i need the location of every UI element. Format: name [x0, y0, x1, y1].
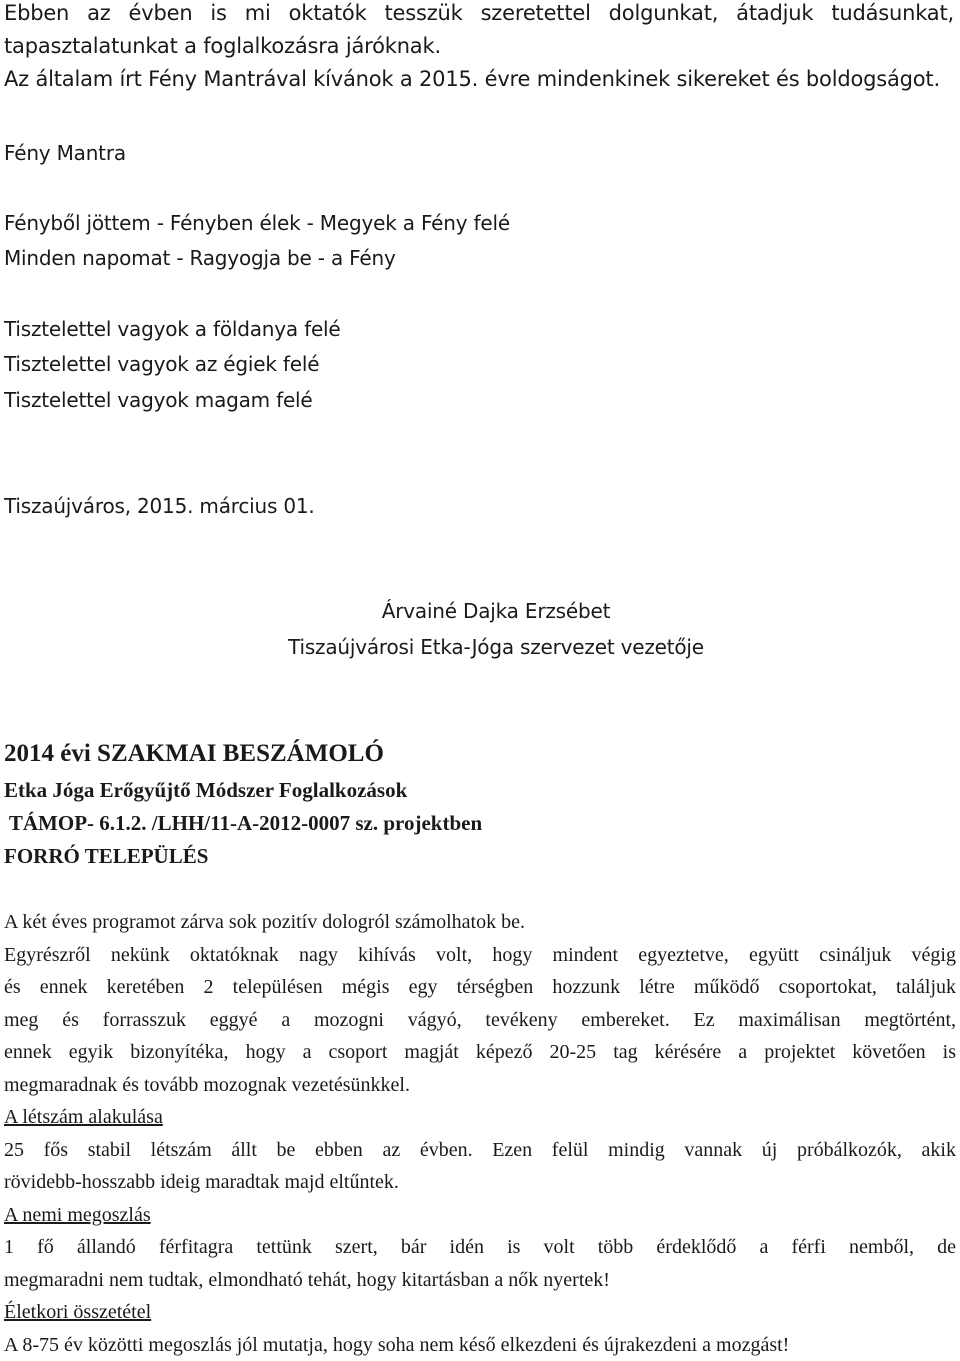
report-project-code: TÁMOP- 6.1.2. /LHH/11-A-2012-0007 sz. projektben: [4, 811, 482, 835]
signature-name: Árvainé Dajka Erzsébet: [0, 599, 960, 623]
body-line: 1 fő állandó férfitagra tettünk szert, bár idén is volt több érdeklődő a férfi nemből, de: [4, 1231, 956, 1264]
section-heading-gender: A nemi megoszlás: [4, 1199, 956, 1232]
body-line: rövidebb-hosszabb ideig maradtak majd eltűntek.: [4, 1166, 956, 1199]
place-date: Tiszaújváros, 2015. március 01.: [4, 494, 315, 518]
body-line: és ennek keretében 2 településen mégis egy térségben hozzunk létre működő csoportokat, találjuk: [4, 971, 956, 1004]
body-line: Egyrészről nekünk oktatóknak nagy kihívás volt, hogy mindent egyeztetve, együtt csináljuk végig: [4, 939, 956, 972]
section-heading-age: Életkori összetétel: [4, 1296, 956, 1329]
section-heading-headcount: A létszám alakulása: [4, 1101, 956, 1134]
summary-line: A két éves programot zárva sok pozitív dologról számolhatok be.: [4, 906, 956, 939]
intro-line-2: tapasztalatunkat a foglalkozásra járóknak.: [4, 30, 954, 63]
signature-role: Tiszaújvárosi Etka-Jóga szervezet vezetője: [0, 635, 960, 659]
report-title: 2014 évi SZAKMAI BESZÁMOLÓ: [4, 740, 384, 768]
poem-line: Tisztelettel vagyok a földanya felé: [4, 317, 341, 341]
body-line: 25 fős stabil létszám állt be ebben az évben. Ezen felül mindig vannak új próbálkozók, akik: [4, 1134, 956, 1167]
intro-line-1: Ebben az évben is mi oktatók tesszük szeretettel dolgunkat, átadjuk tudásunkat,: [4, 0, 954, 30]
body-line: megmaradnak és tovább mozognak vezetésünkkel.: [4, 1069, 956, 1102]
poem-line: Minden napomat - Ragyogja be - a Fény: [4, 246, 396, 270]
body-line: meg és forrasszuk eggyé a mozogni vágyó, tevékeny embereket. Ez maximálisan megtörtént,: [4, 1004, 956, 1037]
intro-line-3: Az általam írt Fény Mantrával kívánok a 2015. évre mindenkinek sikereket és boldogságot.: [4, 63, 954, 96]
body-line: A 8-75 év közötti megoszlás jól mutatja, hogy soha nem késő elkezdeni és újrakezdeni a mozgást!: [4, 1329, 956, 1361]
report-project-name: FORRÓ TELEPÜLÉS: [4, 844, 208, 868]
body-line: ennek egyik bizonyítéka, hogy a csoport magját képező 20-25 tag kérésére a projektet követően is: [4, 1036, 956, 1069]
report-body: [4, 906, 956, 1361]
poem-line: Tisztelettel vagyok az égiek felé: [4, 352, 319, 376]
body-line: megmaradni nem tudtak, elmondható tehát, hogy kitartásban a nők nyertek!: [4, 1264, 956, 1297]
intro-paragraph: [4, 0, 954, 96]
poem-title: Fény Mantra: [4, 141, 126, 165]
report-subtitle: Etka Jóga Erőgyűjtő Módszer Foglalkozások: [4, 778, 407, 802]
poem-line: Tisztelettel vagyok magam felé: [4, 388, 313, 412]
poem-line: Fényből jöttem - Fényben élek - Megyek a Fény felé: [4, 211, 510, 235]
